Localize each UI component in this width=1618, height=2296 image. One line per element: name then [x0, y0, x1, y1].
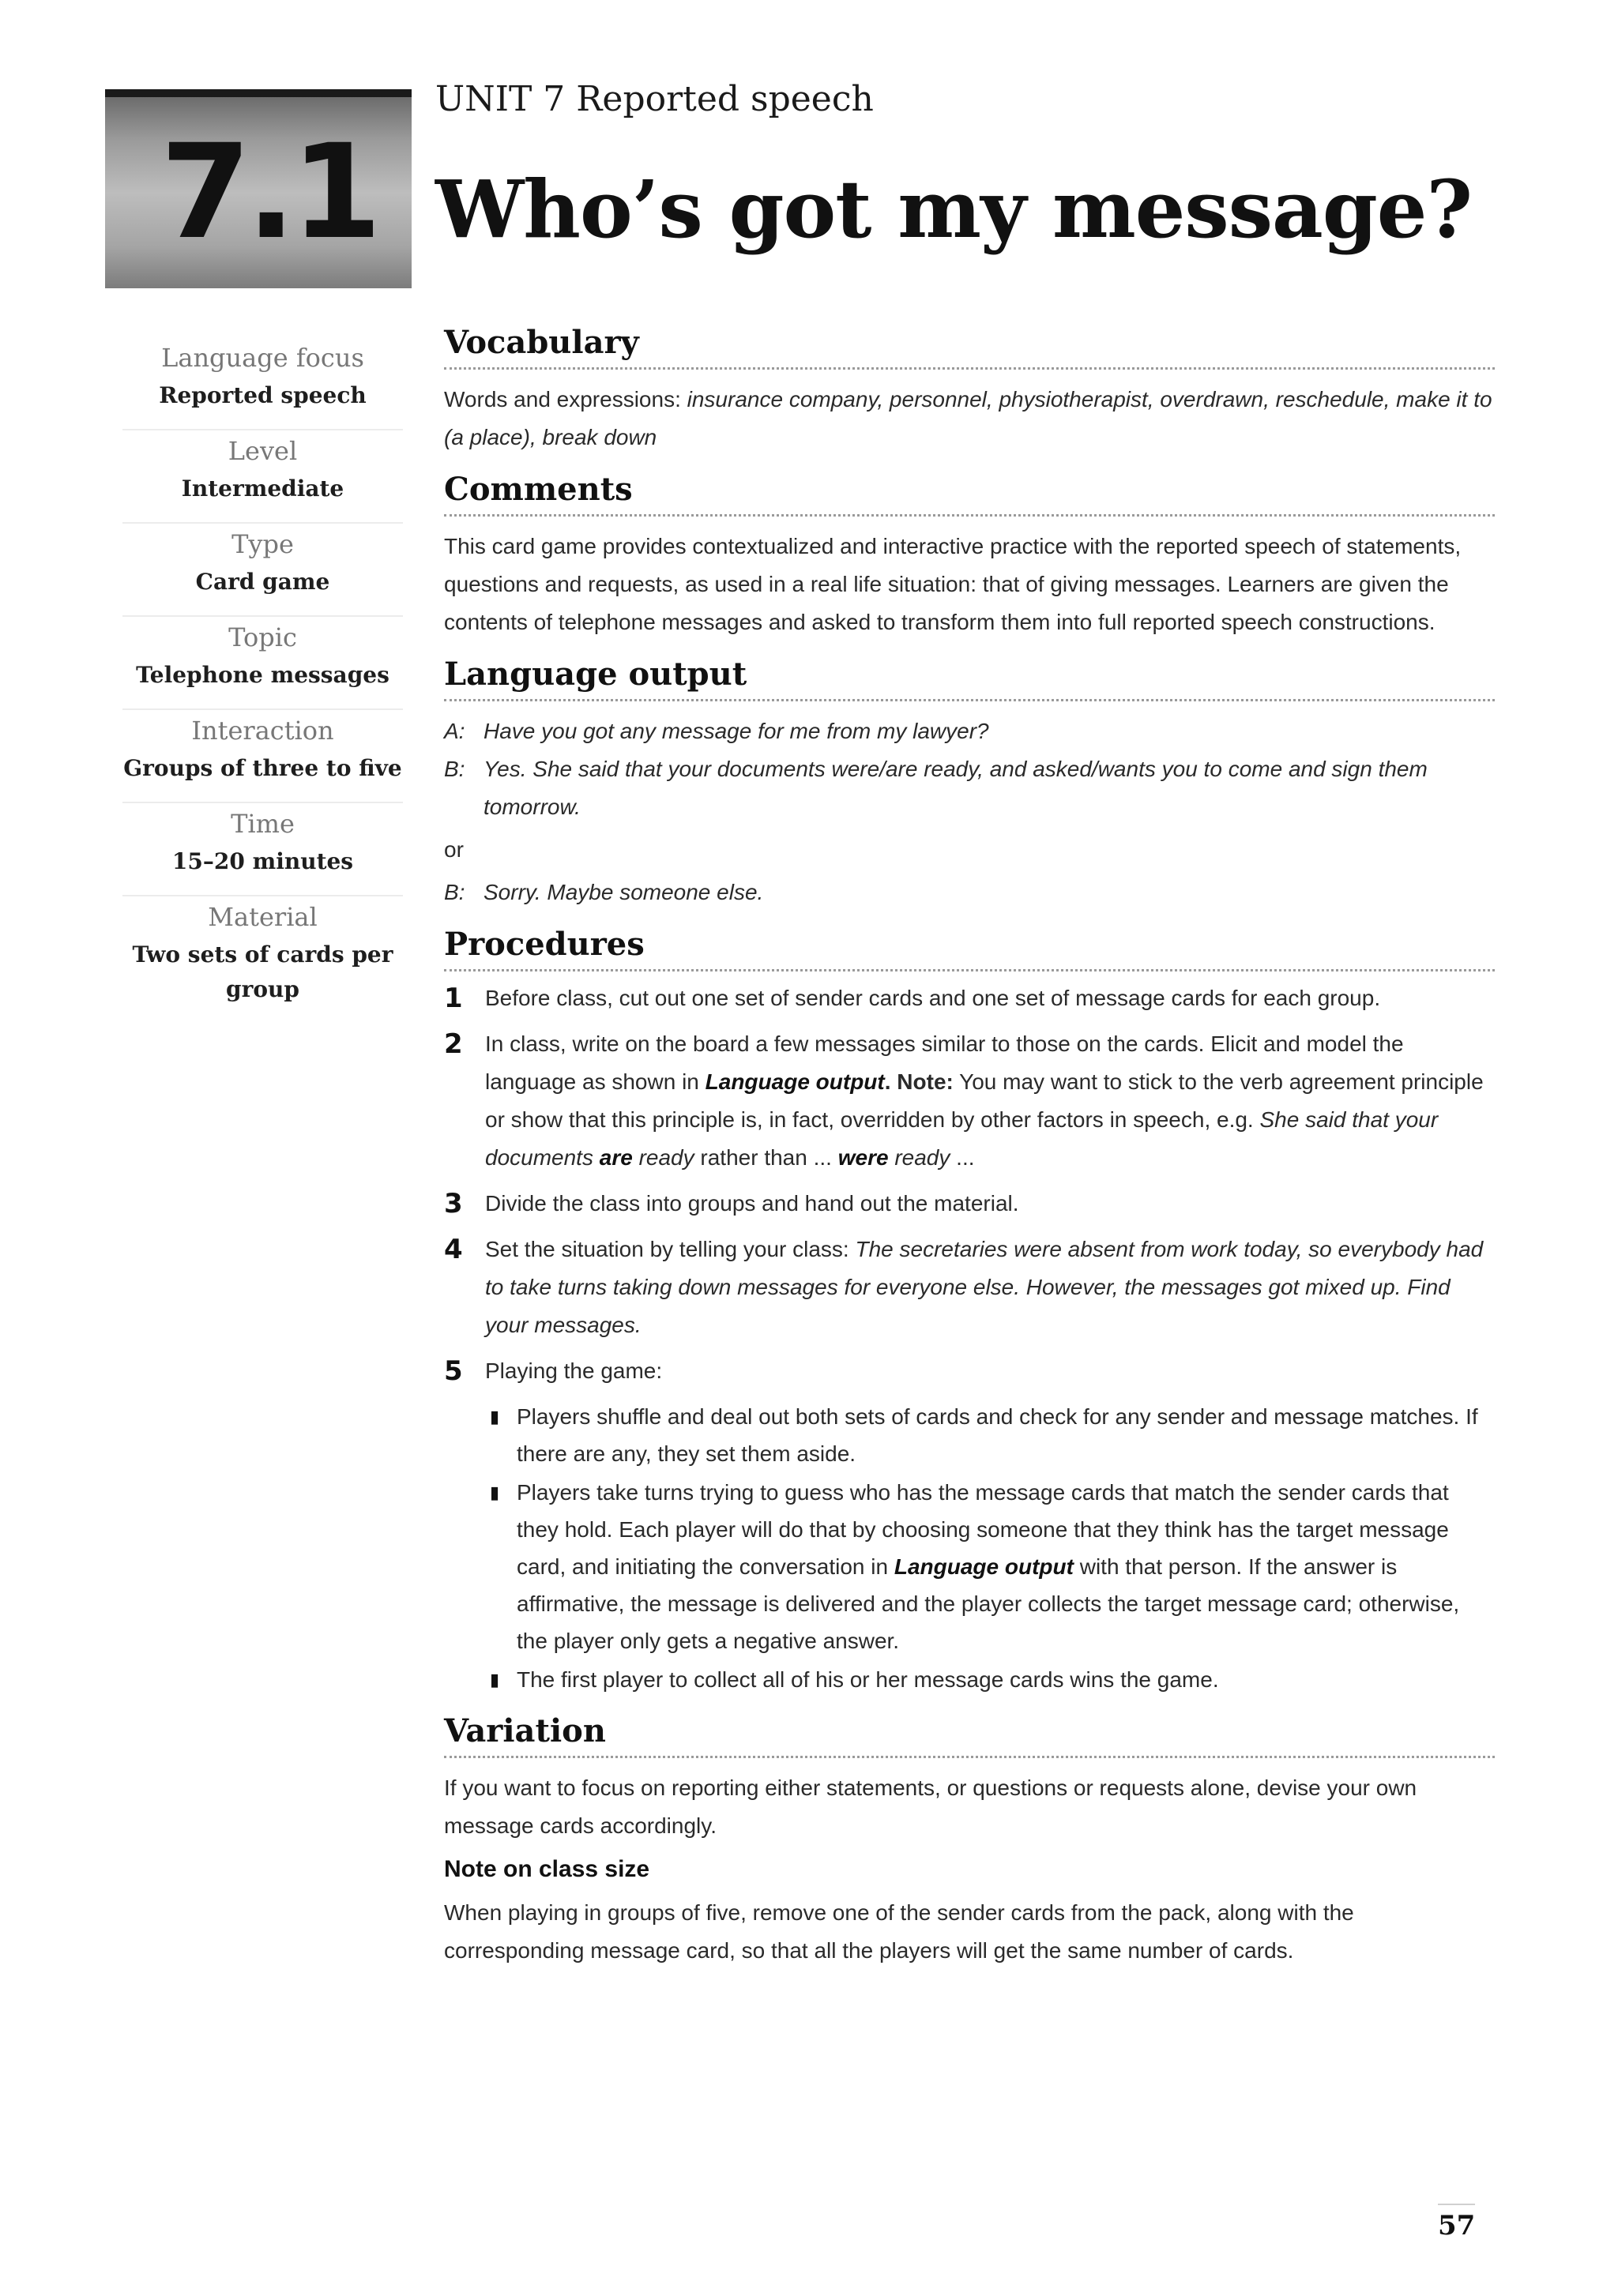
step-number: 1: [444, 983, 463, 1014]
sidebar-label: Topic: [122, 615, 403, 658]
list-item: [485, 1661, 1495, 1698]
page-title: Who’s got my message?: [435, 163, 1472, 256]
sidebar-value: Reported speech: [159, 382, 367, 408]
sidebar-label: Material: [122, 895, 403, 938]
dialog-text: Yes. She said that your documents were/are ready, and asked/wants you to come and sign them tomorrow.: [484, 757, 1428, 819]
bullet-icon: ▮: [490, 1482, 500, 1502]
section-heading: Procedures: [444, 926, 1495, 971]
dialog-text: Have you got any message for me from my lawyer?: [484, 719, 989, 743]
procedure-steps: [444, 979, 1495, 1698]
section-heading: Variation: [444, 1712, 1495, 1758]
list-item: [485, 1474, 1495, 1659]
step-text: Divide the class into groups and hand out the material.: [485, 1191, 1019, 1216]
language-output-reference: Language output: [705, 1069, 885, 1094]
step-number: 2: [444, 1028, 463, 1060]
step-text: Before class, cut out one set of sender cards and one set of message cards for each group.: [485, 986, 1381, 1010]
procedure-step: [444, 979, 1495, 1017]
unit-number-box: [105, 89, 412, 288]
procedure-step: [444, 1352, 1495, 1390]
unit-label: UNIT 7 Reported speech: [435, 79, 874, 119]
situation-text: The secretaries were absent from work today, so everybody had to take turns taking down messages for everyone else. However, the messages got mixed up. Find your messages.: [485, 1237, 1484, 1337]
speaker: A:: [444, 719, 465, 743]
step-text-part: You may want to stick to the verb agreement principle or show that this principle is, in fact, overridden by other factors in speech, e.g.: [485, 1069, 1484, 1132]
sidebar-label: Language focus: [161, 343, 364, 373]
sidebar-label: Type: [122, 522, 403, 565]
dialog-or: or: [444, 837, 464, 862]
sub-heading: Note on class size: [444, 1856, 650, 1882]
note-label: . Note:: [884, 1069, 954, 1094]
comments-section: [444, 471, 1495, 641]
bullet-text: Players shuffle and deal out both sets of cards and check for any sender and message matches. If there are any, they set them aside.: [517, 1404, 1478, 1466]
procedures-section: [444, 926, 1495, 1698]
bullet-text: The first player to collect all of his or her message cards wins the game.: [517, 1667, 1219, 1692]
step-text-part: rather than ...: [694, 1145, 838, 1170]
bullet-text: [517, 1474, 1495, 1659]
step-number: 5: [444, 1355, 463, 1387]
activity-info-sidebar: [122, 337, 403, 1023]
section-heading: Comments: [444, 471, 1495, 517]
sidebar-label: Level: [122, 429, 403, 472]
sidebar-material: [122, 895, 403, 1023]
dialog-line: [444, 750, 1495, 826]
language-output-reference: Language output: [894, 1554, 1074, 1579]
section-heading: Vocabulary: [444, 324, 1495, 370]
speaker: B:: [444, 880, 465, 904]
step-text: Playing the game:: [485, 1358, 663, 1383]
example-text: ready: [888, 1145, 950, 1170]
step-text-part: ...: [950, 1145, 975, 1170]
sidebar-language-focus: [122, 337, 403, 429]
bullet-icon: ▮: [490, 1407, 500, 1426]
step-text-part: In class, write on the board a few messages similar to those on the cards. Elicit and model the language as shown in: [485, 1032, 1404, 1094]
page-number: 57: [1438, 2204, 1475, 2242]
sidebar-value: Telephone messages: [136, 662, 389, 688]
step-text: [485, 1025, 1495, 1177]
vocabulary-text: [444, 381, 1495, 457]
sidebar-value: Groups of three to five: [123, 755, 402, 781]
sidebar-topic: [122, 615, 403, 708]
dialog-line: [444, 712, 1495, 750]
step-number: 3: [444, 1188, 463, 1219]
main-content: [444, 324, 1495, 1984]
procedure-step: [444, 1025, 1495, 1177]
example-bold: are: [599, 1145, 633, 1170]
game-rules-list: [485, 1398, 1495, 1698]
sidebar-type: [122, 522, 403, 615]
dialog-text: Sorry. Maybe someone else.: [484, 880, 764, 904]
section-heading: Language output: [444, 656, 1495, 701]
vocabulary-section: [444, 324, 1495, 457]
unit-number: 7.1: [160, 116, 378, 268]
note-text: When playing in groups of five, remove one of the sender cards from the pack, along with the corresponding message card, so that all the players will get the same number of cards.: [444, 1900, 1354, 1963]
sidebar-interaction: [122, 708, 403, 802]
dialog: [444, 712, 1495, 911]
sidebar-value: Two sets of cards per group: [132, 941, 393, 1002]
step-text: [485, 1231, 1495, 1344]
sidebar-time: [122, 802, 403, 895]
example-bold: were: [837, 1145, 889, 1170]
language-output-section: [444, 656, 1495, 911]
sidebar-label: Interaction: [122, 708, 403, 751]
procedure-step: [444, 1231, 1495, 1344]
vocabulary-prefix: Words and expressions:: [444, 387, 687, 411]
step-text-part: Set the situation by telling your class:: [485, 1237, 856, 1261]
comments-text: This card game provides contextualized and interactive practice with the reported speech of statements, questions and requests, as used in a real life situation: that of giving messages. Learners are given the contents of telephone messages and asked to transform them into full reported speech constructions.: [444, 534, 1462, 634]
vocabulary-items: insurance company, personnel, physiotherapist, overdrawn, reschedule, make it to (a place), break down: [444, 387, 1492, 449]
sidebar-value: 15–20 minutes: [171, 848, 354, 874]
sidebar-label: Time: [122, 802, 403, 844]
bullet-text-part: Players take turns trying to guess who has the message cards that match the sender cards that they hold. Each player will do that by choosing someone that they think has the target message card, and initiating the conversation in: [517, 1480, 1449, 1579]
example-text: She said that your documents: [485, 1107, 1439, 1170]
bullet-icon: ▮: [490, 1670, 500, 1689]
speaker: B:: [444, 757, 465, 781]
list-item: [485, 1398, 1495, 1472]
sidebar-value: Intermediate: [181, 475, 344, 502]
sidebar-level: [122, 429, 403, 522]
procedure-step: [444, 1185, 1495, 1223]
step-number: 4: [444, 1234, 463, 1265]
dialog-line: [444, 874, 1495, 911]
bullet-text-part: with that person. If the answer is affirmative, the message is delivered and the player collects the target message card; otherwise, the player only gets a negative answer.: [517, 1554, 1460, 1653]
sidebar-value: Card game: [195, 569, 330, 595]
variation-section: [444, 1712, 1495, 1970]
example-text: ready: [632, 1145, 694, 1170]
variation-text: If you want to focus on reporting either statements, or questions or requests alone, devise your own message cards accordingly.: [444, 1776, 1417, 1838]
